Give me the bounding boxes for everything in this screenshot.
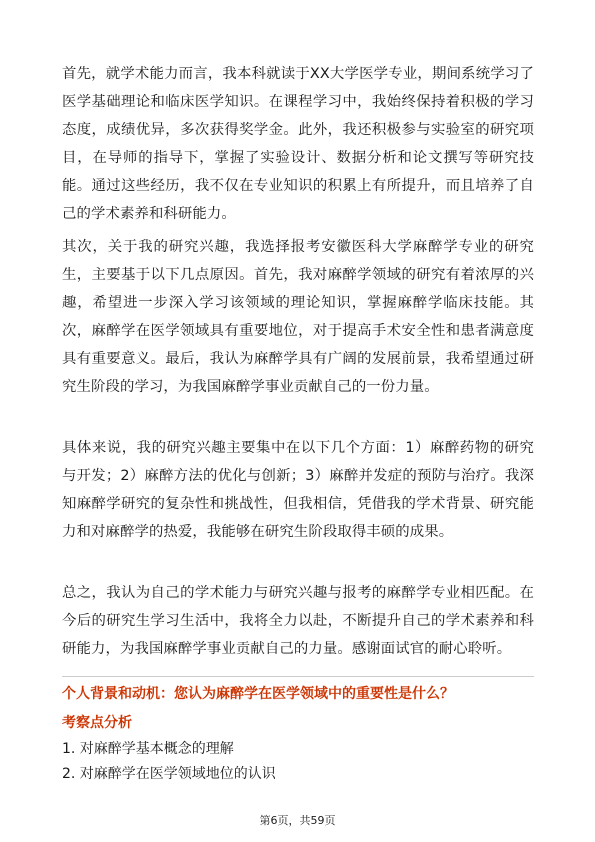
- body-paragraph-research-interest: 其次，关于我的研究兴趣，我选择报考安徽医科大学麻醉学专业的研究生，主要基于以下几点原因。首先，我对麻醉学领域的研究有着浓厚的兴趣，希望进一步深入学习该领域的理论知识，掌握麻醉学临床技能。其次，麻醉学在医学领域具有重要地位，对于提高手术安全性和患者满意度具有重要意义。最后，我认为麻醉学具有广阔的发展前景，我希望通过研究生阶段的学习，为我国麻醉学事业贡献自己的一份力量。: [62, 239, 534, 395]
- page-number: 第6页，共59页: [259, 814, 336, 827]
- section-divider: [62, 676, 534, 677]
- body-paragraph-academic-ability: 首先，就学术能力而言，我本科就读于XX大学医学专业，期间系统学习了医学基础理论和临床医学知识。在课程学习中，我始终保持着积极的学习态度，成绩优异，多次获得奖学金。此外，我还积极参与实验室的研究项目，在导师的指导下，掌握了实验设计、数据分析和论文撰写等研究技能。通过这些经历，我不仅在专业知识的积累上有所提升，而且培养了自己的学术素养和科研能力。: [62, 66, 534, 222]
- list-item: 1. 对麻醉学基本概念的理解: [62, 741, 234, 757]
- body-paragraph-research-focus: 具体来说，我的研究兴趣主要集中在以下几个方面：1）麻醉药物的研究与开发；2）麻醉方法的优化与创新；3）麻醉并发症的预防与治疗。我深知麻醉学研究的复杂性和挑战性，但我相信，凭借我的学术背景、研究能力和对麻醉学的热爱，我能够在研究生阶段取得丰硕的成果。: [62, 440, 534, 540]
- body-paragraph-conclusion: 总之，我认为自己的学术能力与研究兴趣与报考的麻醉学专业相匹配。在今后的研究生学习生活中，我将全力以赴，不断提升自己的学术素养和科研能力，为我国麻醉学事业贡献自己的力量。感谢面试官的耐心聆听。: [62, 585, 534, 657]
- list-item: 2. 对麻醉学在医学领域地位的认识: [62, 766, 276, 782]
- analysis-list: [62, 737, 534, 787]
- interview-question: 个人背景和动机：您认为麻醉学在医学领域中的重要性是什么？: [62, 686, 454, 702]
- analysis-heading: 考察点分析: [62, 715, 132, 731]
